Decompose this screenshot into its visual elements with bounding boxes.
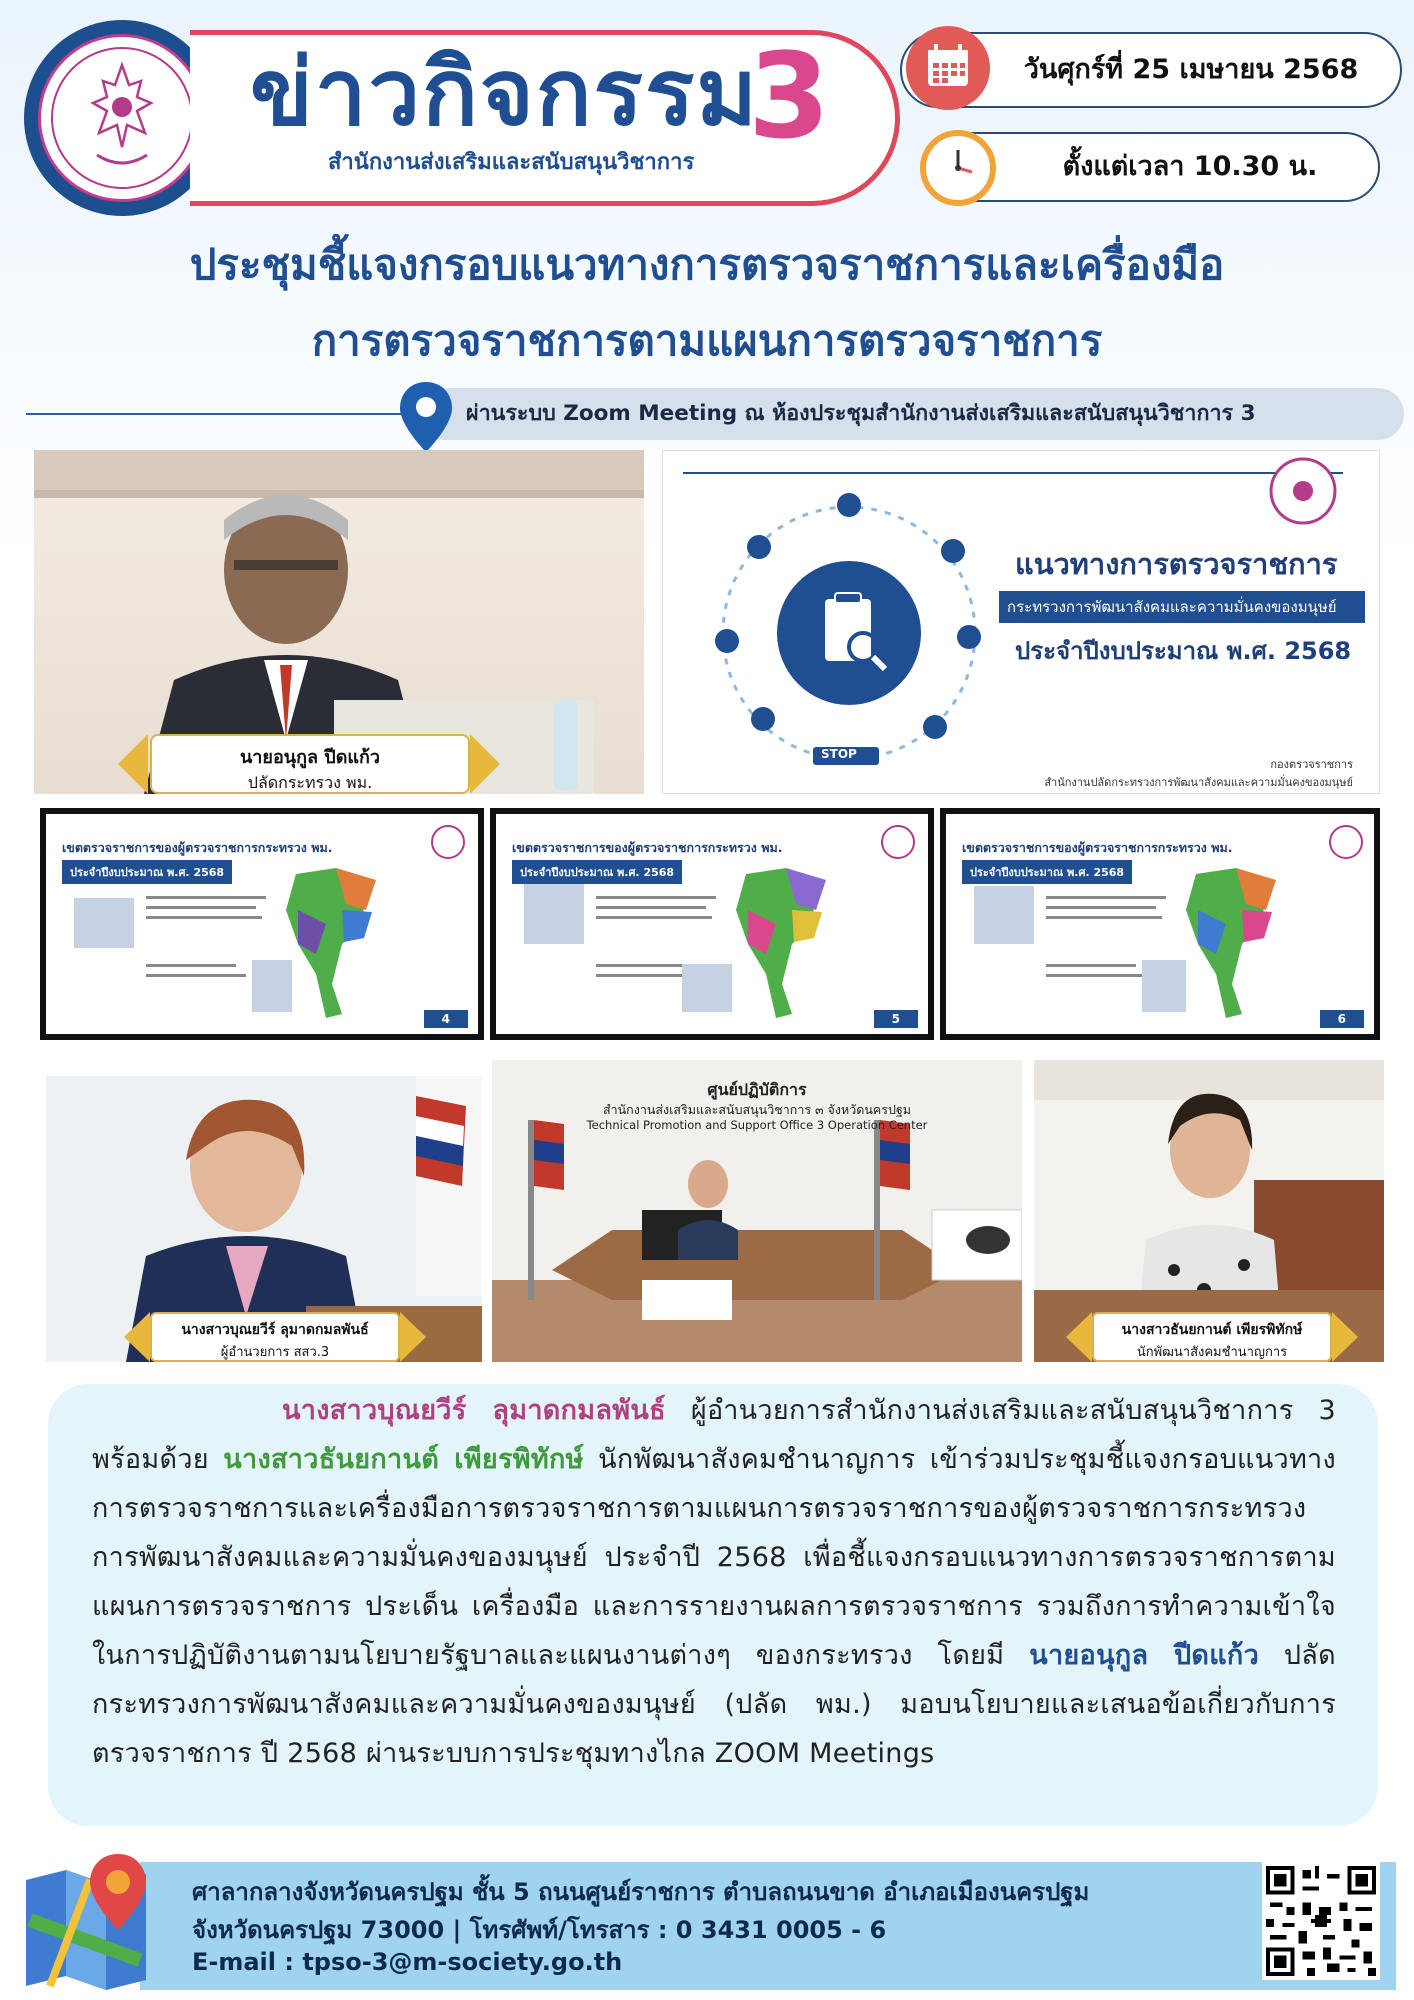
secretary-name: นายอนุกูล ปีดแก้ว <box>1029 1640 1260 1671</box>
slide-number: 6 <box>1320 1010 1364 1028</box>
map-icon <box>20 1850 166 1996</box>
director-name: นางสาวบุณยวีร์ ลุมาดกมลพันธ์ <box>282 1395 666 1426</box>
slide-region-sub: ประจำปีงบประมาณ พ.ศ. 2568 <box>962 860 1132 884</box>
slide-region-sub: ประจำปีงบประมาณ พ.ศ. 2568 <box>512 860 682 884</box>
caption-name: นายอนุกูล ปีดแก้ว <box>240 747 380 768</box>
location-text: ผ่านระบบ Zoom Meeting ณ ห้องประชุมสำนักงานส่งเสริมและสนับสนุนวิชาการ 3 <box>466 401 1256 426</box>
caption-chevron-left <box>124 1312 150 1362</box>
time-badge: ตั้งแต่เวลา 10.30 น. <box>930 132 1380 202</box>
slide-year: ประจำปีงบประมาณ พ.ศ. 2568 <box>1015 637 1352 665</box>
center-sign-office: สำนักงานส่งเสริมและสนับสนุนวิชาการ ๓ จังหวัดนครปฐม <box>602 1102 912 1117</box>
slide-number: 4 <box>424 1010 468 1028</box>
caption-role: นักพัฒนาสังคมชำนาญการ <box>1136 1345 1288 1360</box>
body-paragraph <box>92 1386 1336 1778</box>
location-pin-icon <box>398 380 454 454</box>
date-badge: วันศุกร์ที่ 25 เมษายน 2568 <box>900 32 1402 108</box>
headline-line1: ประชุมชี้แจงกรอบแนวทางการตรวจราชการและเครื่องมือ <box>189 240 1225 289</box>
page-title: ข่าวกิจกรรม <box>250 39 759 146</box>
slide-inspection-guideline <box>662 450 1380 794</box>
center-sign-title: ศูนย์ปฏิบัติการ <box>707 1080 807 1099</box>
slide-region-title: เขตตรวจราชการของผู้ตรวจราชการกระทรวง พม. <box>962 840 1233 855</box>
body-text-2: นักพัฒนาสังคมชำนาญการ เข้าร่วมประชุมชี้แจงกรอบแนวทางการตรวจราชการและเครื่องมือการตรวจราชการตามแผนการตรวจราชการของผู้ตรวจราชการกระทรวงการพัฒนาสังคมและความมั่นคงของมนุษย์ ประจำปี 2568 เพื่อชี้แจงกรอบแนวทางการตรวจราชการตามแผนการตรวจราชการ ประเด็น เครื่องมือ และการรายงานผลการตรวจราชการ รวมถึงการทำความเข้าใจในการปฏิบัติงานตามนโยบายรัฐบาลและแผนงานต่างๆ ของกระทรวง โดยมี <box>92 1444 1336 1671</box>
divider-line <box>26 413 446 415</box>
calendar-icon <box>906 26 990 110</box>
developer-name: นางสาวธันยกานต์ เพียรพิทักษ์ <box>223 1444 584 1475</box>
slide-title: แนวทางการตรวจราชการ <box>1015 547 1338 581</box>
office-name: สำนักงานส่งเสริมและสนับสนุนวิชาการ <box>328 150 695 175</box>
caption-social-developer <box>1092 1312 1332 1362</box>
footer-address: ศาลากลางจังหวัดนครปฐม ชั้น 5 ถนนศูนย์ราชการ ตำบลถนนขาด อำเภอเมืองนครปฐม <box>192 1878 1090 1906</box>
footer <box>0 1850 1414 2000</box>
caption-name: นางสาวบุณยวีร์ ลุมาดกมลพันธ์ <box>181 1322 369 1338</box>
slide-number: 5 <box>874 1010 918 1028</box>
slide-ministry: กระทรวงการพัฒนาสังคมและความมั่นคงของมนุษย์ <box>999 591 1365 623</box>
caption-name: นางสาวธันยกานต์ เพียรพิทักษ์ <box>1121 1322 1303 1338</box>
footer-contact: จังหวัดนครปฐม 73000 | โทรศัพท์/โทรสาร : 0 3431 0005 - 6 <box>192 1916 887 1944</box>
headline-line2: การตรวจราชการตามแผนการตรวจราชการ <box>311 316 1103 365</box>
slide-region-title: เขตตรวจราชการของผู้ตรวจราชการกระทรวง พม. <box>62 840 333 855</box>
caption-role: ปลัดกระทรวง พม. <box>247 773 373 792</box>
qr-code[interactable] <box>1262 1862 1380 1980</box>
slide-dept <box>1044 755 1353 791</box>
stop-label: STOP <box>821 747 857 761</box>
caption-chevron-left <box>118 734 148 794</box>
slide-region-5 <box>490 808 934 1040</box>
caption-permanent-secretary <box>150 734 470 794</box>
slide-region-sub: ประจำปีงบประมาณ พ.ศ. 2568 <box>62 860 232 884</box>
footer-email[interactable]: E-mail : tpso-3@m-society.go.th <box>192 1948 623 1976</box>
slide-region-title: เขตตรวจราชการของผู้ตรวจราชการกระทรวง พม. <box>512 840 783 855</box>
photo-operation-center <box>492 1060 1022 1362</box>
caption-role: ผู้อำนวยการ สสว.3 <box>220 1345 330 1360</box>
caption-chevron-right <box>470 734 500 794</box>
slide-region-6 <box>940 808 1380 1040</box>
center-sign-english: Technical Promotion and Support Office 3 Operation Center <box>586 1118 928 1132</box>
caption-director <box>150 1312 400 1362</box>
title-number: 3 <box>748 27 831 165</box>
slide-dept-line2: สำนักงานปลัดกระทรวงการพัฒนาสังคมและความมั่นคงของมนุษย์ <box>1044 776 1353 789</box>
slide-dept-line1: กองตรวจราชการ <box>1270 758 1353 771</box>
body-text-3: ปลัดกระทรวงการพัฒนาสังคมและความมั่นคงของมนุษย์ (ปลัด พม.) มอบนโยบายและเสนอข้อเกี่ยวกับการตรวจราชการ ปี 2568 ผ่านระบบการประชุมทางไกล ZOOM Meetings <box>92 1640 1336 1769</box>
caption-chevron-right <box>400 1312 426 1362</box>
caption-chevron-right <box>1332 1312 1358 1362</box>
body-text-1: ผู้อำนวยการสำนักงานส่งเสริมและสนับสนุนวิชาการ 3 พร้อมด้วย <box>92 1395 1336 1475</box>
clock-icon <box>920 130 996 206</box>
slide-region-4 <box>40 808 484 1040</box>
caption-chevron-left <box>1066 1312 1092 1362</box>
